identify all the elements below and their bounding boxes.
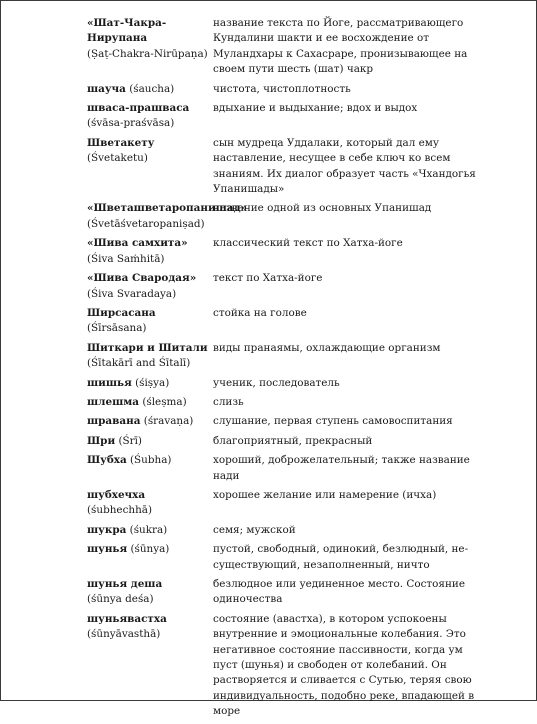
glossary-list — [87, 16, 477, 724]
glossary-entry — [87, 376, 477, 391]
glossary-term-cell — [87, 612, 213, 643]
glossary-definition: стойка на голове — [213, 306, 307, 319]
glossary-definition: благоприятный, прекрасный — [213, 434, 373, 447]
glossary-term-cell — [87, 136, 213, 167]
glossary-term: шукра — [87, 523, 127, 536]
glossary-definition: хороший, доброжелательный; также название нади — [213, 454, 470, 482]
glossary-transliteration: (Śītakārī and Śītalī) — [87, 357, 191, 370]
glossary-term: Шветакету — [87, 136, 155, 149]
glossary-transliteration: (śvāsa-praśvāsa) — [87, 117, 175, 130]
glossary-term-cell — [87, 16, 213, 62]
glossary-term-cell — [87, 488, 213, 519]
glossary-definition: название одной из основных Упанишад — [213, 202, 432, 215]
glossary-term-cell — [87, 577, 213, 608]
glossary-term-cell — [87, 542, 213, 557]
glossary-term: шравана — [87, 415, 141, 428]
glossary-transliteration: (Śiva Svaradaya) — [87, 287, 177, 300]
glossary-definition: состояние (авастха), в котором успокоены внутренние и эмоциональные колебания. Это негативное состояние пассивности, когда ум пуст (шунья) и свободен от колебаний. Он растворяется и сливается с Сутью, теряя свою индивидуальность, подобно реке, впадающей в море — [213, 612, 475, 718]
glossary-term-cell — [87, 101, 213, 132]
glossary-term-cell — [87, 376, 213, 391]
glossary-entry — [87, 434, 477, 449]
glossary-transliteration: (Śvetaketu) — [87, 152, 148, 165]
glossary-definition: название текста по Йоге, рассматривающего Кундалини шакти и ее восхождение от Муландхары к Сахасраре, пронизывающее на своем пути шесть (шат) чакр — [213, 17, 468, 76]
glossary-term-cell — [87, 453, 213, 468]
glossary-transliteration: (śaucha) — [129, 82, 175, 95]
glossary-entry — [87, 136, 477, 198]
glossary-transliteration: (śravaṇa) — [143, 415, 194, 428]
glossary-definition: ученик, последователь — [213, 376, 340, 389]
glossary-transliteration: (śubhechhā) — [87, 504, 153, 517]
glossary-term: шауча — [87, 82, 126, 95]
glossary-entry — [87, 577, 477, 608]
glossary-term: шунья — [87, 543, 128, 556]
glossary-entry — [87, 16, 477, 78]
glossary-transliteration: (Śiva Saṁhitā) — [87, 252, 165, 265]
glossary-definition: виды пранаямы, охлаждающие организм — [213, 341, 441, 354]
glossary-definition: пустой, свободный, одинокий, безлюдный, не-существующий, незаполненный, ничто — [213, 543, 469, 571]
glossary-transliteration: (śleṣma) — [142, 395, 187, 408]
glossary-entry — [87, 395, 477, 410]
glossary-definition: сын мудреца Уддалаки, который дал ему наставление, несущее в себе ключ ко всем знаниям. Их диалог образует часть «Чхандогья Упанишады» — [213, 136, 476, 196]
glossary-transliteration: (Ṣaṭ-Chakra-Nirūpaṇa) — [87, 47, 208, 60]
glossary-term: «Шива Свародая» — [87, 272, 197, 285]
glossary-term: Ширсасана — [87, 306, 156, 319]
glossary-definition: безлюдное или уединенное место. Состояние одиночества — [213, 578, 465, 606]
glossary-term-cell — [87, 341, 213, 372]
glossary-transliteration: (śūnya deśa) — [87, 593, 154, 606]
glossary-entry — [87, 101, 477, 132]
glossary-entry — [87, 306, 477, 337]
glossary-term: шлешма — [87, 395, 140, 408]
glossary-term: шишья — [87, 376, 132, 389]
glossary-term: шваса-прашваса — [87, 102, 190, 115]
glossary-term: Шиткари и Шитали — [87, 341, 208, 354]
glossary-entry — [87, 488, 477, 519]
glossary-definition: слушание, первая ступень самовоспитания — [213, 415, 453, 428]
glossary-term-cell — [87, 414, 213, 429]
glossary-term: шунья деша — [87, 578, 163, 590]
glossary-definition: семя; мужской — [213, 523, 296, 536]
glossary-transliteration: (śukra) — [129, 523, 168, 536]
glossary-term-cell — [87, 236, 213, 267]
glossary-term: Шубха — [87, 454, 127, 467]
glossary-term-cell — [87, 82, 213, 97]
glossary-entry — [87, 82, 477, 97]
glossary-transliteration: (Śrī) — [118, 434, 142, 447]
glossary-term: шубхечха — [87, 488, 146, 501]
glossary-entry — [87, 236, 477, 267]
glossary-entry — [87, 612, 477, 720]
glossary-definition: хорошее желание или намерение (ичха) — [213, 488, 437, 501]
glossary-entry — [87, 414, 477, 429]
glossary-entry — [87, 523, 477, 538]
glossary-term: «Шива самхита» — [87, 237, 188, 250]
glossary-transliteration: (śiṣya) — [135, 376, 170, 389]
glossary-entry — [87, 453, 477, 484]
glossary-term-cell — [87, 395, 213, 410]
glossary-entry — [87, 201, 477, 232]
glossary-transliteration: (Śvetāśvetaropaniṣad) — [87, 217, 205, 230]
glossary-entry — [87, 341, 477, 372]
glossary-definition: текст по Хатха-йоге — [213, 272, 323, 285]
glossary-term-cell — [87, 434, 213, 449]
glossary-transliteration: (Śubha) — [130, 454, 172, 467]
glossary-term-cell — [87, 523, 213, 538]
glossary-term: шуньявастха — [87, 612, 167, 625]
glossary-definition: классический текст по Хатха-йоге — [213, 237, 403, 250]
glossary-term-cell — [87, 306, 213, 337]
glossary-definition: вдыхание и выдыхание; вдох и выдох — [213, 102, 418, 115]
glossary-transliteration: (śūnyāvasthā) — [87, 628, 161, 641]
glossary-entry — [87, 542, 477, 573]
glossary-term-cell — [87, 201, 248, 232]
glossary-transliteration: (śūnya) — [130, 543, 170, 556]
glossary-term: «Шветашветаропанишад» — [87, 202, 248, 215]
glossary-term: Шри — [87, 434, 116, 447]
glossary-definition: чистота, чистоплотность — [213, 82, 351, 95]
glossary-definition: слизь — [213, 395, 244, 408]
glossary-term: «Шат-Чакра-Нирупана — [87, 17, 167, 45]
glossary-term-cell — [87, 271, 213, 302]
glossary-entry — [87, 271, 477, 302]
glossary-transliteration: (Śīrsāsana) — [87, 322, 147, 335]
